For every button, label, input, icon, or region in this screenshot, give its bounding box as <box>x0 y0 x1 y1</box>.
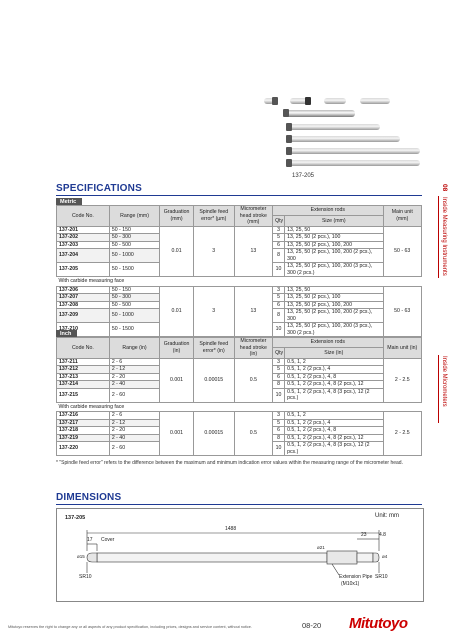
code-cell: 137-218 <box>57 427 110 435</box>
sidebar-rule <box>438 355 439 423</box>
code-cell: 137-207 <box>57 294 110 302</box>
qty-cell: 8 <box>273 434 285 442</box>
qty-cell: 6 <box>273 373 285 381</box>
qty-cell: 3 <box>273 412 285 420</box>
size-cell: 13, 25, 50 <box>285 286 383 294</box>
qty-cell: 6 <box>273 427 285 435</box>
carbide-label: With carbide measuring face <box>58 403 125 410</box>
code-cell: 137-220 <box>57 442 110 456</box>
size-cell: 0.5, 1, 2 (2 pcs.), 4, 8 <box>285 427 383 435</box>
range-cell: 2 - 20 <box>109 373 159 381</box>
dim-dia-21: ø21 <box>317 545 325 550</box>
section-rule <box>56 504 422 505</box>
rod-cap <box>272 97 278 105</box>
code-cell: 137-211 <box>57 358 110 366</box>
range-cell: 2 - 20 <box>109 427 159 435</box>
size-cell: 13, 25, 50 (2 pcs.), 100, 200 <box>285 241 383 249</box>
sr10-right: SR10 <box>375 574 388 580</box>
qty-cell: 3 <box>273 226 285 234</box>
spindle-cell: 0.00015 <box>193 412 234 456</box>
qty-cell: 8 <box>273 309 285 323</box>
inch-spec-table <box>56 337 422 456</box>
stroke-cell: 13 <box>234 286 272 337</box>
size-cell: 13, 25, 50 (2 pcs.), 100, 200 (2 pcs.), 300 <box>285 249 383 263</box>
dimensions-title: DIMENSIONS <box>56 492 122 503</box>
extension-rod <box>288 148 420 154</box>
code-cell: 137-217 <box>57 419 110 427</box>
col-header-main: Main unit (mm) <box>383 206 421 227</box>
micrometer-head <box>285 110 355 117</box>
range-cell: 2 - 60 <box>109 442 159 456</box>
range-cell: 50 - 300 <box>109 234 159 242</box>
graduation-cell: 0.01 <box>160 226 194 277</box>
thread-label: (M10x1) <box>341 581 360 587</box>
main-unit-cell: 50 - 63 <box>383 226 421 277</box>
col-header-spindle: Spindle feed error* (µm) <box>193 206 234 227</box>
col-header-stroke: Micrometer head stroke (mm) <box>234 206 272 227</box>
col-header-qty: Qty <box>273 216 285 226</box>
code-cell: 137-213 <box>57 373 110 381</box>
size-cell: 0.5, 1, 2 (2 pcs.), 4, 8 (2 pcs.), 12 <box>285 434 383 442</box>
code-cell: 137-208 <box>57 301 110 309</box>
spindle-cell: 3 <box>193 226 234 277</box>
size-cell: 13, 25, 50 (2 pcs.), 100 <box>285 294 383 302</box>
dim-23: 23 <box>361 532 367 538</box>
rod-cap <box>305 97 311 105</box>
rod-cap <box>286 123 292 131</box>
sidebar-title-measuring: Inside Measuring Instruments <box>441 197 447 276</box>
graduation-cell: 0.001 <box>160 358 194 402</box>
dim-dia-15: ø15 <box>77 554 85 559</box>
dim-total: 1488 <box>225 526 237 532</box>
qty-cell: 5 <box>273 419 285 427</box>
col-header-size: Size (mm) <box>285 216 383 226</box>
qty-cell: 5 <box>273 366 285 374</box>
size-cell: 13, 25, 50 (2 pcs.), 100, 200 (3 pcs.), 300 (2 pcs.) <box>285 323 383 337</box>
metric-tag: Metric <box>56 198 82 206</box>
col-header-stroke: Micrometer head stroke (in) <box>234 338 272 359</box>
code-cell: 137-214 <box>57 381 110 389</box>
sr10-left: SR10 <box>79 574 92 580</box>
size-cell: 0.5, 1, 2 (2 pcs.), 4, 8 (2 pcs.), 12 <box>285 381 383 389</box>
range-cell: 2 - 40 <box>109 434 159 442</box>
qty-cell: 3 <box>273 358 285 366</box>
range-cell: 50 - 1000 <box>109 249 159 263</box>
spindle-cell: 3 <box>193 286 234 337</box>
code-cell: 137-204 <box>57 249 110 263</box>
col-header-graduation: Graduation (mm) <box>160 206 194 227</box>
range-cell: 2 - 40 <box>109 381 159 389</box>
size-cell: 0.5, 1, 2 <box>285 358 383 366</box>
qty-cell: 5 <box>273 294 285 302</box>
metric-spec-table <box>56 205 422 337</box>
dim-48: 4.8 <box>379 532 386 538</box>
page-number: 08-20 <box>302 621 322 630</box>
main-unit-cell: 50 - 63 <box>383 286 421 337</box>
col-header-spindle: Spindle feed error* (in) <box>193 338 234 359</box>
rod-cap <box>283 109 289 117</box>
code-cell: 137-219 <box>57 434 110 442</box>
qty-cell: 10 <box>273 388 285 402</box>
code-cell: 137-201 <box>57 226 110 234</box>
size-cell: 13, 25, 50 (2 pcs.), 100, 200 <box>285 301 383 309</box>
size-cell: 13, 25, 50 (2 pcs.), 100 <box>285 234 383 242</box>
qty-cell: 6 <box>273 241 285 249</box>
rod-piece-3 <box>324 98 346 104</box>
sidebar-title-micrometers: Inside Micrometers <box>441 356 447 407</box>
graduation-cell: 0.01 <box>160 286 194 337</box>
code-cell: 137-202 <box>57 234 110 242</box>
code-cell: 137-205 <box>57 263 110 277</box>
size-cell: 0.5, 1, 2 (2 pcs.), 4, 8 (3 pcs.), 12 (2 pcs.) <box>285 388 383 402</box>
unit-label: Unit: mm <box>375 513 399 519</box>
rod-cap <box>286 159 292 167</box>
specifications-title: SPECIFICATIONS <box>56 183 142 194</box>
dim-dia-4: ø4 <box>382 554 388 559</box>
cover-label: Cover <box>101 537 115 543</box>
stroke-cell: 0.5 <box>234 412 272 456</box>
extension-rod <box>288 124 380 130</box>
stroke-cell: 0.5 <box>234 358 272 402</box>
range-cell: 50 - 150 <box>109 286 159 294</box>
footnote: * "Spindle feed error" refers to the difference between the maximum and minimum indication error values within the measuring range of the micrometer head. <box>56 460 403 466</box>
code-cell: 137-215 <box>57 388 110 402</box>
col-header-main: Main unit (in) <box>383 338 421 359</box>
range-cell: 2 - 6 <box>109 358 159 366</box>
size-cell: 13, 25, 50 (2 pcs.), 100, 200 (3 pcs.), 300 (2 pcs.) <box>285 263 383 277</box>
carbide-label: With carbide measuring face <box>58 278 125 284</box>
range-cell: 50 - 300 <box>109 294 159 302</box>
range-cell: 50 - 150 <box>109 226 159 234</box>
main-unit-cell: 2 - 2.5 <box>383 358 421 402</box>
qty-cell: 5 <box>273 234 285 242</box>
graduation-cell: 0.001 <box>160 412 194 456</box>
col-header-code: Code No. <box>57 338 110 359</box>
brand-logo: Mitutoyo <box>349 615 408 632</box>
col-header-ext: Extension rods <box>273 338 383 348</box>
col-header-ext: Extension rods <box>273 206 383 216</box>
chapter-tag: 08 <box>441 184 448 192</box>
inch-tag: Inch <box>56 330 77 338</box>
stroke-cell: 13 <box>234 226 272 277</box>
rod-piece-4 <box>360 98 390 104</box>
qty-cell: 3 <box>273 286 285 294</box>
col-header-qty: Qty <box>273 348 285 358</box>
code-cell: 137-209 <box>57 309 110 323</box>
size-cell: 0.5, 1, 2 (2 pcs.), 4 <box>285 366 383 374</box>
main-unit-cell: 2 - 2.5 <box>383 412 421 456</box>
product-photo <box>250 90 420 172</box>
size-cell: 13, 25, 50 <box>285 226 383 234</box>
qty-cell: 10 <box>273 323 285 337</box>
disclaimer: Mitutoyo reserves the right to change any or all aspects of any product specification, including prices, designs and service content, without notice. <box>8 625 252 629</box>
code-cell: 137-206 <box>57 286 110 294</box>
range-cell: 50 - 1500 <box>109 263 159 277</box>
qty-cell: 8 <box>273 249 285 263</box>
range-cell: 2 - 12 <box>109 366 159 374</box>
dimension-drawing <box>57 509 423 601</box>
col-header-code: Code No. <box>57 206 110 227</box>
size-cell: 0.5, 1, 2 <box>285 412 383 420</box>
extension-rod <box>288 160 420 166</box>
spindle-cell: 0.00015 <box>193 358 234 402</box>
size-cell: 0.5, 1, 2 (2 pcs.), 4, 8 <box>285 373 383 381</box>
size-cell: 0.5, 1, 2 (2 pcs.), 4, 8 (3 pcs.), 12 (2 pcs.) <box>285 442 383 456</box>
size-cell: 13, 25, 50 (2 pcs.), 100, 200 (2 pcs.), 300 <box>285 309 383 323</box>
code-cell: 137-216 <box>57 412 110 420</box>
rod-cap <box>286 147 292 155</box>
col-header-graduation: Graduation (in) <box>160 338 194 359</box>
qty-cell: 6 <box>273 301 285 309</box>
range-cell: 50 - 1000 <box>109 309 159 323</box>
range-cell: 50 - 500 <box>109 241 159 249</box>
dim-17: 17 <box>87 537 93 543</box>
qty-cell: 10 <box>273 442 285 456</box>
section-rule <box>56 195 422 196</box>
sidebar-rule <box>438 196 439 278</box>
range-cell: 2 - 60 <box>109 388 159 402</box>
rod-cap <box>286 135 292 143</box>
dimension-model: 137-205 <box>65 515 86 521</box>
photo-caption: 137-205 <box>292 173 315 179</box>
size-cell: 0.5, 1, 2 (2 pcs.), 4 <box>285 419 383 427</box>
dimension-drawing-box <box>56 508 424 602</box>
extension-pipe-label: Extension Pipe <box>339 574 373 580</box>
range-cell: 2 - 12 <box>109 419 159 427</box>
col-header-range: Range (mm) <box>109 206 159 227</box>
col-header-range: Range (in) <box>109 338 159 359</box>
col-header-size: Size (in) <box>285 348 383 358</box>
code-cell: 137-203 <box>57 241 110 249</box>
range-cell: 50 - 1500 <box>109 323 159 337</box>
code-cell: 137-212 <box>57 366 110 374</box>
qty-cell: 8 <box>273 381 285 389</box>
range-cell: 50 - 500 <box>109 301 159 309</box>
range-cell: 2 - 6 <box>109 412 159 420</box>
qty-cell: 10 <box>273 263 285 277</box>
extension-rod <box>288 136 400 142</box>
